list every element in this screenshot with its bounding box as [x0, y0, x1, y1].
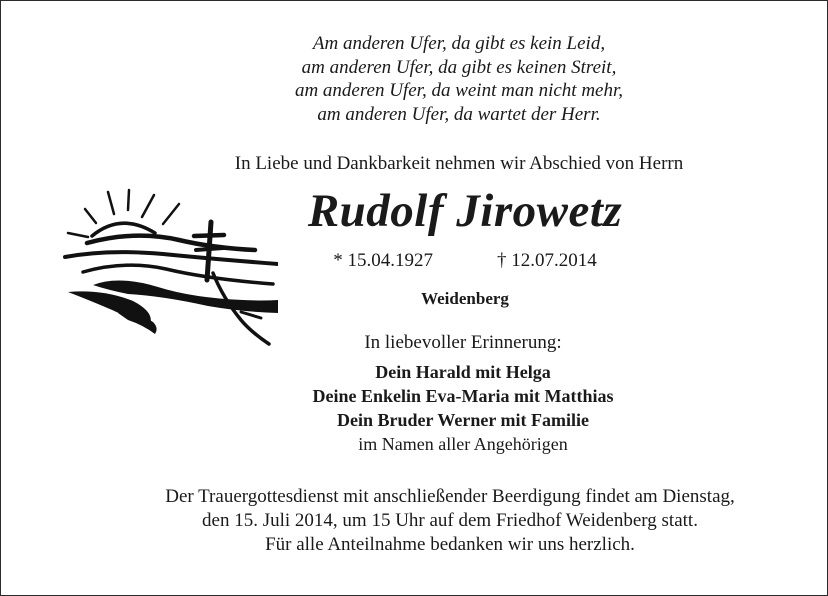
intro-text: In Liebe und Dankbarkeit nehmen wir Abschied von Herrn [234, 153, 684, 174]
service-line: den 15. Juli 2014, um 15 Uhr auf dem Friedhof Weidenberg statt. [202, 510, 698, 531]
deceased-name: Rudolf Jirowetz [307, 185, 623, 237]
poem-line: am anderen Ufer, da gibt es keinen Streit, [301, 56, 617, 78]
service-line: Der Trauergottesdienst mit anschließender Beerdigung findet am Dienstag, [165, 486, 735, 507]
poem-line: am anderen Ufer, da wartet der Herr. [317, 103, 601, 125]
death-date: † 12.07.2014 [497, 250, 597, 271]
memory-line: In liebevoller Erinnerung: [364, 332, 562, 353]
signer: Dein Bruder Werner mit Familie [337, 410, 589, 430]
signers [49, 360, 828, 456]
signer: Deine Enkelin Eva-Maria mit Matthias [312, 386, 614, 406]
service-line: Für alle Anteilnahme bedanken wir uns herzlich. [265, 534, 635, 555]
signers-footer: im Namen aller Angehörigen [358, 434, 568, 454]
signer: Dein Harald mit Helga [375, 362, 551, 382]
sunset-cross-hills-icon [63, 188, 278, 353]
poem-line: Am anderen Ufer, da gibt es kein Leid, [312, 33, 606, 54]
poem [45, 32, 828, 126]
poem-line: am anderen Ufer, da weint man nicht mehr, [294, 80, 624, 101]
service-notice [36, 485, 828, 557]
birth-date: * 15.04.1927 [333, 250, 433, 271]
place-name: Weidenberg [421, 289, 509, 308]
